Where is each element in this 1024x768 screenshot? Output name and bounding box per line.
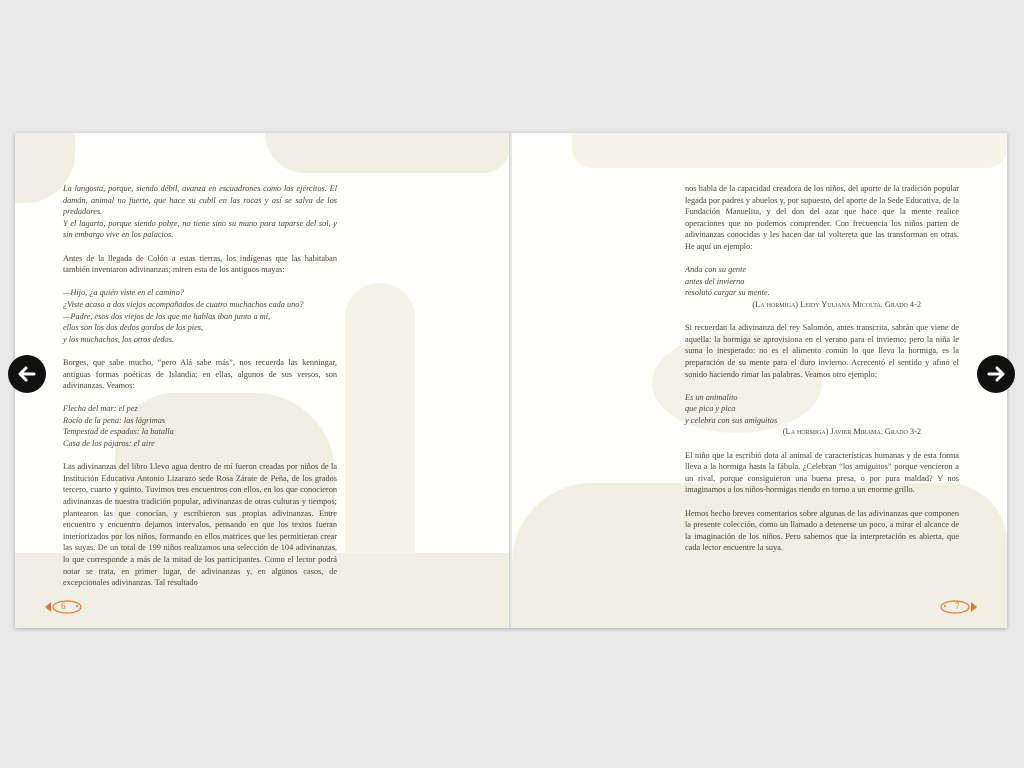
- paragraph: El niño que la escribió dota al animal de características humanas y de esta forma lleva a la hormiga hasta la fábula. ¿Celebran “los amiguitos” porque vencieron a un rival, porque consiguieron una buena presa, o por pura maldad? Y nos imaginamos a los niños-hormigas riendo en torno a un enorme grillo.: [685, 450, 959, 495]
- verse-line: que pica y pica: [685, 404, 736, 414]
- background-illustration: [265, 133, 510, 173]
- italic-paragraph: [63, 183, 337, 241]
- riddle-verse: [63, 403, 337, 449]
- previous-page-button[interactable]: [8, 355, 46, 393]
- verse-line: Es un animalito: [685, 392, 738, 402]
- paragraph: Hemos hecho breves comentarios sobre algunas de las adivinanzas que componen la presente colección, como un llamado a detenerse un poco, a mirar el alcance de la imaginación de los niños. Pero sabemos que la interpretación es abierta, que cada lector encuentre la suya.: [685, 508, 959, 553]
- riddle-verse: [685, 392, 959, 438]
- page-number: 7: [955, 601, 960, 611]
- verse-line: —Hijo, ¿a quién viste en el camino?: [63, 288, 184, 298]
- riddle-credit: (La hormiga) Leidy Yuliana Micolta. Grado 4-2: [752, 299, 921, 309]
- riddle-verse: [685, 264, 959, 310]
- arrow-right-icon: [985, 363, 1007, 385]
- verse-line: —Padre, esos dos viejos de los que me hablas iban junto a mí,: [63, 311, 271, 321]
- verse-line: ellos son los dos dedos gordos de los pies,: [63, 323, 204, 333]
- verse-line: ¿Viste acaso a dos viejos acompañados de cuatro muchachos cada uno?: [63, 299, 304, 309]
- paragraph: Si recuerdan la adivinanza del rey Salomón, antes transcrita, sabrán que viene de aquella: la hormiga se aprovisiona en el verano para el invierno; pero la niña le suma lo inesperado: no es el alimento común lo que lleva la hormiga, es la preparación de su mente para el duro invierno. Acrecentó el sentido y afinó el sonido haciendo rimar las palabras. Veamos otro ejemplo:: [685, 323, 959, 379]
- arrow-left-icon: [16, 363, 38, 385]
- verse-line: y celebra con sus amiguitos: [685, 415, 778, 425]
- verse-line: y los muchachos, los otros dedos.: [63, 334, 175, 344]
- paragraph: Las adivinanzas del libro Llevo agua dentro de mí fueron creadas por niños de la Institución Educativa Antonio Lizarazo sede Rosa Zárate de Peña, de los grados tercero, cuarto y quinto. Tuvimos tres encuentros con ellos, en los que conocieron adivinanzas de nuestra tradición popular, adivinanzas de otras culturas y tiempos; plantearon las que conocían, y escribieron sus propias adivinanzas. Entre encuentro y encuentro dejamos intervalos, pensando en que los textos fueran interiorizados por los niños, formando en ellos matrices que les permitieran crear las suyas. De un total de 199 niños realizamos una selección de 104 adivinanzas, lo que corresponde a más de la mitad de los participantes. Como el lector podrá notar se trata, en primer lugar, de adivinanzas y, en algunos casos, de excepcionales adivinanzas. Tal resultado: [63, 462, 337, 588]
- verse-line: antes del invierno: [685, 276, 745, 286]
- paragraph: Antes de la llegada de Colón a estas tierras, los indígenas que las habitaban también inventaron adivinanzas; miren esta de los antiguos mayas:: [63, 253, 337, 275]
- next-page-button[interactable]: [977, 355, 1015, 393]
- verse-line: Tempestad de espadas: la batalla: [63, 427, 174, 437]
- paragraph-line: La langosta, porque, siendo débil, avanza en escuadrones como los ejércitos. El damán, animal no fuerte, que hace su cubil en las rocas y así se salva de los predadores.: [63, 184, 337, 217]
- left-page: [15, 133, 510, 628]
- paragraph: Borges, que sabe mucho, “pero Alá sabe más”, nos recuerda las kenningar, antiguas formas poéticas de Islandia; en ellas, algunos de sus versos, son adivinanzas. Veamos:: [63, 357, 337, 391]
- paragraph-line: Y el lagarto, porque siendo pobre, no tiene sino su mano para taparse del sol, y sin embargo vive en los palacios.: [63, 218, 337, 240]
- page-number: 6: [61, 601, 66, 611]
- verse-line: Rocío de la pena: las lágrimas: [63, 415, 166, 425]
- right-page: [512, 133, 1007, 628]
- page-number-right: [937, 600, 979, 614]
- background-illustration: [572, 133, 1007, 168]
- right-page-text: [685, 183, 959, 566]
- paragraph: nos habla de la capacidad creadora de los niños, del aporte de la tradición popular legada por padres y abuelos y, por supuesto, del aporte de la Sede Educativa, de la Fundación Manuelita, y del don del azar que hace que la mente realice operaciones que no podemos comprender. Con frecuencia los niños parten de adivinanzas conocidas y les hacen dar tal voltereta que las transforman en otras. He aquí un ejemplo:: [685, 184, 959, 251]
- verse-line: resolutó cargar su mente.: [685, 288, 770, 298]
- left-page-text: [63, 183, 337, 600]
- riddle-verse: [63, 287, 337, 345]
- page-number-left: [43, 600, 85, 614]
- riddle-credit: (La hormiga) Javier Mirama. Grado 3-2: [782, 427, 921, 437]
- verse-line: Casa de los pájaros: el aire: [63, 439, 155, 449]
- verse-line: Anda con su gente: [685, 265, 747, 275]
- book-spread: [15, 133, 1007, 628]
- verse-line: Flecha del mar: el pez: [63, 404, 138, 414]
